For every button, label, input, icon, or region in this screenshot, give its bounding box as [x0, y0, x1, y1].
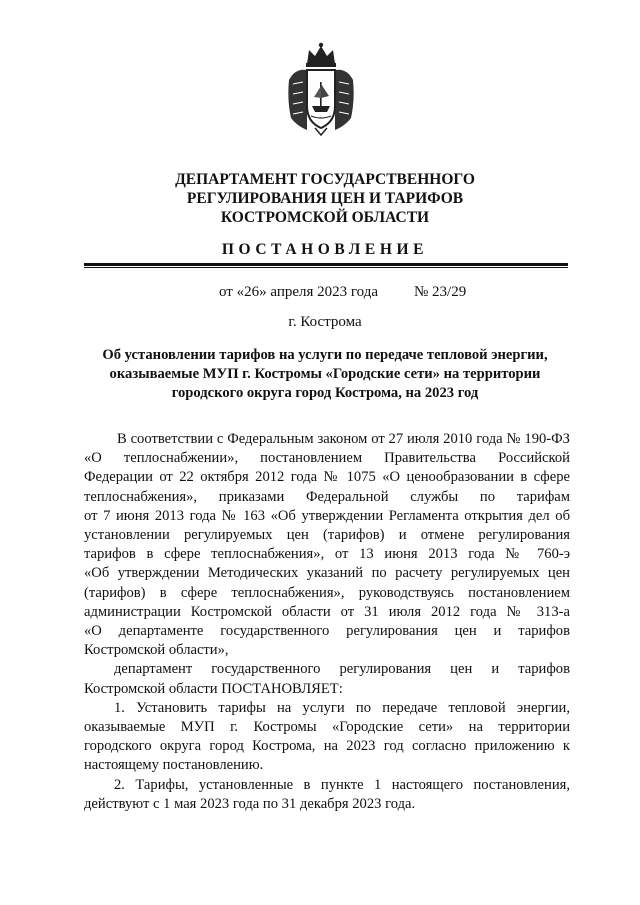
body-line: (тарифов) в сфере теплоснабжения», руководствуясь постановлением: [84, 584, 570, 601]
body-line: Федерации от 22 октября 2012 года № 1075 «О ценообразовании в сфере: [84, 469, 570, 486]
header-line-2: РЕГУЛИРОВАНИЯ ЦЕН И ТАРИФОВ: [186, 190, 464, 207]
subject-line-3: городского округа город Кострома, на 2023 год: [171, 385, 479, 401]
body-line: Костромской области»,: [84, 642, 229, 659]
body-line: тарифов в сфере теплоснабжения», от 13 июня 2013 года № 760-э: [84, 546, 570, 563]
coat-of-arms-emblem: [285, 40, 357, 136]
body-line: 2. Тарифы, установленные в пункте 1 настоящего постановления,: [114, 776, 570, 793]
body-line: Костромской области ПОСТАНОВЛЯЕТ:: [84, 680, 343, 697]
body-line: действуют с 1 мая 2023 года по 31 декабря 2023 года.: [84, 795, 416, 812]
document-number: № 23/29: [414, 284, 467, 300]
header-divider: [84, 263, 568, 268]
body-line: департамент государственного регулирования цен и тарифов: [114, 661, 570, 678]
body-line: оказываемые МУП г. Костромы «Городские сети» на территории: [84, 719, 570, 736]
document-date: от «26» апреля 2023 года: [219, 284, 379, 300]
document-body: [84, 430, 570, 814]
body-line: администрации Костромской области от 31 июля 2012 года № 313-а: [84, 603, 570, 620]
department-header: [80, 170, 570, 227]
body-line: настоящему постановлению.: [84, 757, 264, 774]
body-line: В соответствии с Федеральным законом от 27 июля 2010 года № 190-ФЗ: [117, 431, 570, 447]
body-line: городского округа город Кострома, на 2023 год согласно приложению к: [84, 738, 570, 755]
document-subject-title: [80, 346, 570, 403]
body-line: 1. Установить тарифы на услуги по передаче тепловой энергии,: [114, 699, 570, 716]
header-line-1: ДЕПАРТАМЕНТ ГОСУДАРСТВЕННОГО: [175, 171, 475, 188]
document-city: г. Кострома: [288, 314, 362, 330]
document-type-title: ПОСТАНОВЛЕНИЕ: [221, 241, 429, 258]
header-line-3: КОСТРОМСКОЙ ОБЛАСТИ: [220, 209, 430, 226]
body-line: от 7 июня 2013 года № 163 «Об утверждении Регламента открытия дел об: [84, 507, 570, 524]
body-line: установлении регулируемых цен (тарифов) и отмене регулирования: [84, 527, 570, 544]
body-line: «О теплоснабжении», постановлением Правительства Российской: [84, 450, 570, 467]
body-line: «Об утверждении Методических указаний по расчету регулируемых цен: [84, 565, 570, 582]
body-line: «О департаменте государственного регулирования цен и тарифов: [84, 623, 570, 640]
subject-line-1: Об установлении тарифов на услуги по передаче тепловой энергии,: [102, 347, 548, 363]
subject-line-2: оказываемые МУП г. Костромы «Городские сети» на территории: [109, 366, 541, 382]
body-line: теплоснабжения», приказами Федеральной службы по тарифам: [84, 488, 570, 505]
